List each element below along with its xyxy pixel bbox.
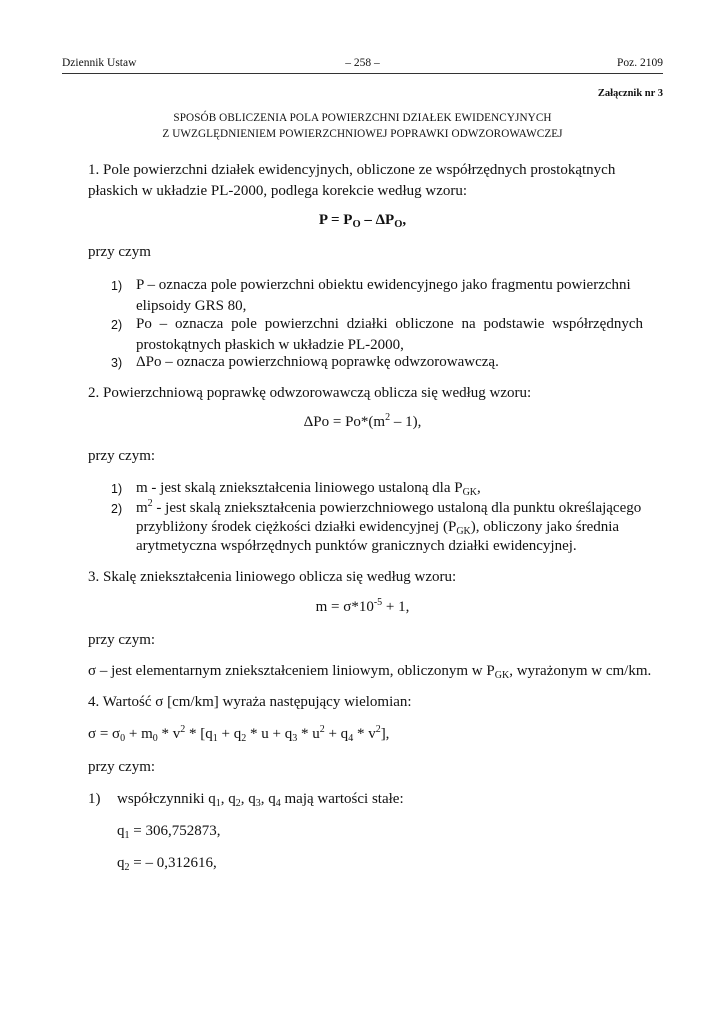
formula-area-correction: $P = P_O - \Delta P_O$,: [318, 212, 407, 230]
coefficient-q2: $q_2$ = – 0,312616,: [117, 855, 217, 873]
page-header: [62, 57, 663, 74]
formula-m: $m = \sigma*10^{-5} + 1$,: [315, 597, 410, 615]
section-3-przy-czym: przy czym:: [88, 632, 156, 648]
sigma-definition: σ – jest elementarnym zniekształceniem liniowym, obliczonym w $P_{GK}$, wyrażonym w cm/km.: [88, 663, 652, 681]
list-item-3-line-1: ΔPo – oznacza powierzchniową poprawkę odwzorowawczą.: [136, 354, 499, 370]
section-1-przy-czym: przy czym: [88, 244, 151, 260]
journal-name: Dziennik Ustaw: [62, 57, 137, 69]
list-item-number: 1): [111, 279, 123, 293]
list-item-1-line-1: P – oznacza pole powierzchni obiektu ewidencyjnego jako fragmentu powierzchni: [136, 277, 631, 293]
coefficient-q1: $q_1 = 306,752873$,: [117, 823, 221, 841]
list-item-m2-line-3: arytmetyczna współrzędnych punktów granicznych działki ewidencyjnej.: [136, 538, 577, 554]
title-line-1: SPOSÓB OBLICZENIA POLA POWIERZCHNI DZIAŁEK EWIDENCYJNYCH: [173, 112, 552, 124]
list-item-m2-line-1: $m^2$ - jest skalą zniekształcenia powierzchniowego ustaloną dla punktu określającego: [136, 498, 642, 516]
formula-sigma-polynomial: $\sigma = \sigma_0 + m_0 * v^2 * [q_1 + q_2 * u + q_3 * u^2 + q_4 * v^2]$,: [88, 724, 390, 744]
list-item-1-line-2: elipsoidy GRS 80,: [136, 298, 247, 314]
list-item-m2-line-2: przybliżony środek ciężkości działki ewidencyjnej $(P_{GK})$, obliczony jako średnia: [136, 519, 620, 537]
list-item-number: 2): [111, 502, 123, 516]
section-3-intro: 3. Skalę zniekształcenia liniowego oblicza się według wzoru:: [88, 569, 457, 585]
position-number: Poz. 2109: [617, 57, 663, 69]
list-item-2-line-1: Po – oznacza pole powierzchni działki obliczone na podstawie współrzędnych: [136, 316, 643, 332]
section-1-line-1: 1. Pole powierzchni działek ewidencyjnych, obliczone ze współrzędnych prostokątnych: [88, 162, 616, 178]
list-item-number: 3): [111, 356, 123, 370]
page-number: – 258 –: [345, 57, 380, 69]
section-4-przy-czym: przy czym:: [88, 759, 156, 775]
document-title: [62, 110, 663, 142]
list-item-m: m - jest skalą zniekształcenia liniowego ustaloną dla $P_{GK}$,: [136, 480, 481, 498]
title-line-2: Z UWZGLĘDNIENIEM POWIERZCHNIOWEJ POPRAWKI ODWZOROWAWCZEJ: [162, 128, 563, 140]
attachment-label: Załącznik nr 3: [597, 88, 663, 99]
section-4-intro: 4. Wartość σ [cm/km] wyraża następujący wielomian:: [88, 694, 412, 710]
list-item-number: 1): [111, 482, 123, 496]
section-1-line-2: płaskich w układzie PL-2000, podlega korekcie według wzoru:: [88, 183, 468, 199]
section-4-item-1-number: 1): [88, 791, 101, 807]
formula-delta-po: $\Delta Po = Po*(m^2 - 1)$,: [303, 412, 422, 430]
section-2-przy-czym: przy czym:: [88, 448, 156, 464]
list-item-2-line-2: prostokątnych płaskich w układzie PL-2000,: [136, 337, 404, 353]
section-4-item-1-text: współczynniki $q_1$, $q_2$, $q_3$, $q_4$ mają wartości stałe:: [117, 791, 404, 809]
list-item-number: 2): [111, 318, 123, 332]
section-2-intro: 2. Powierzchniową poprawkę odwzorowawczą oblicza się według wzoru:: [88, 385, 532, 401]
